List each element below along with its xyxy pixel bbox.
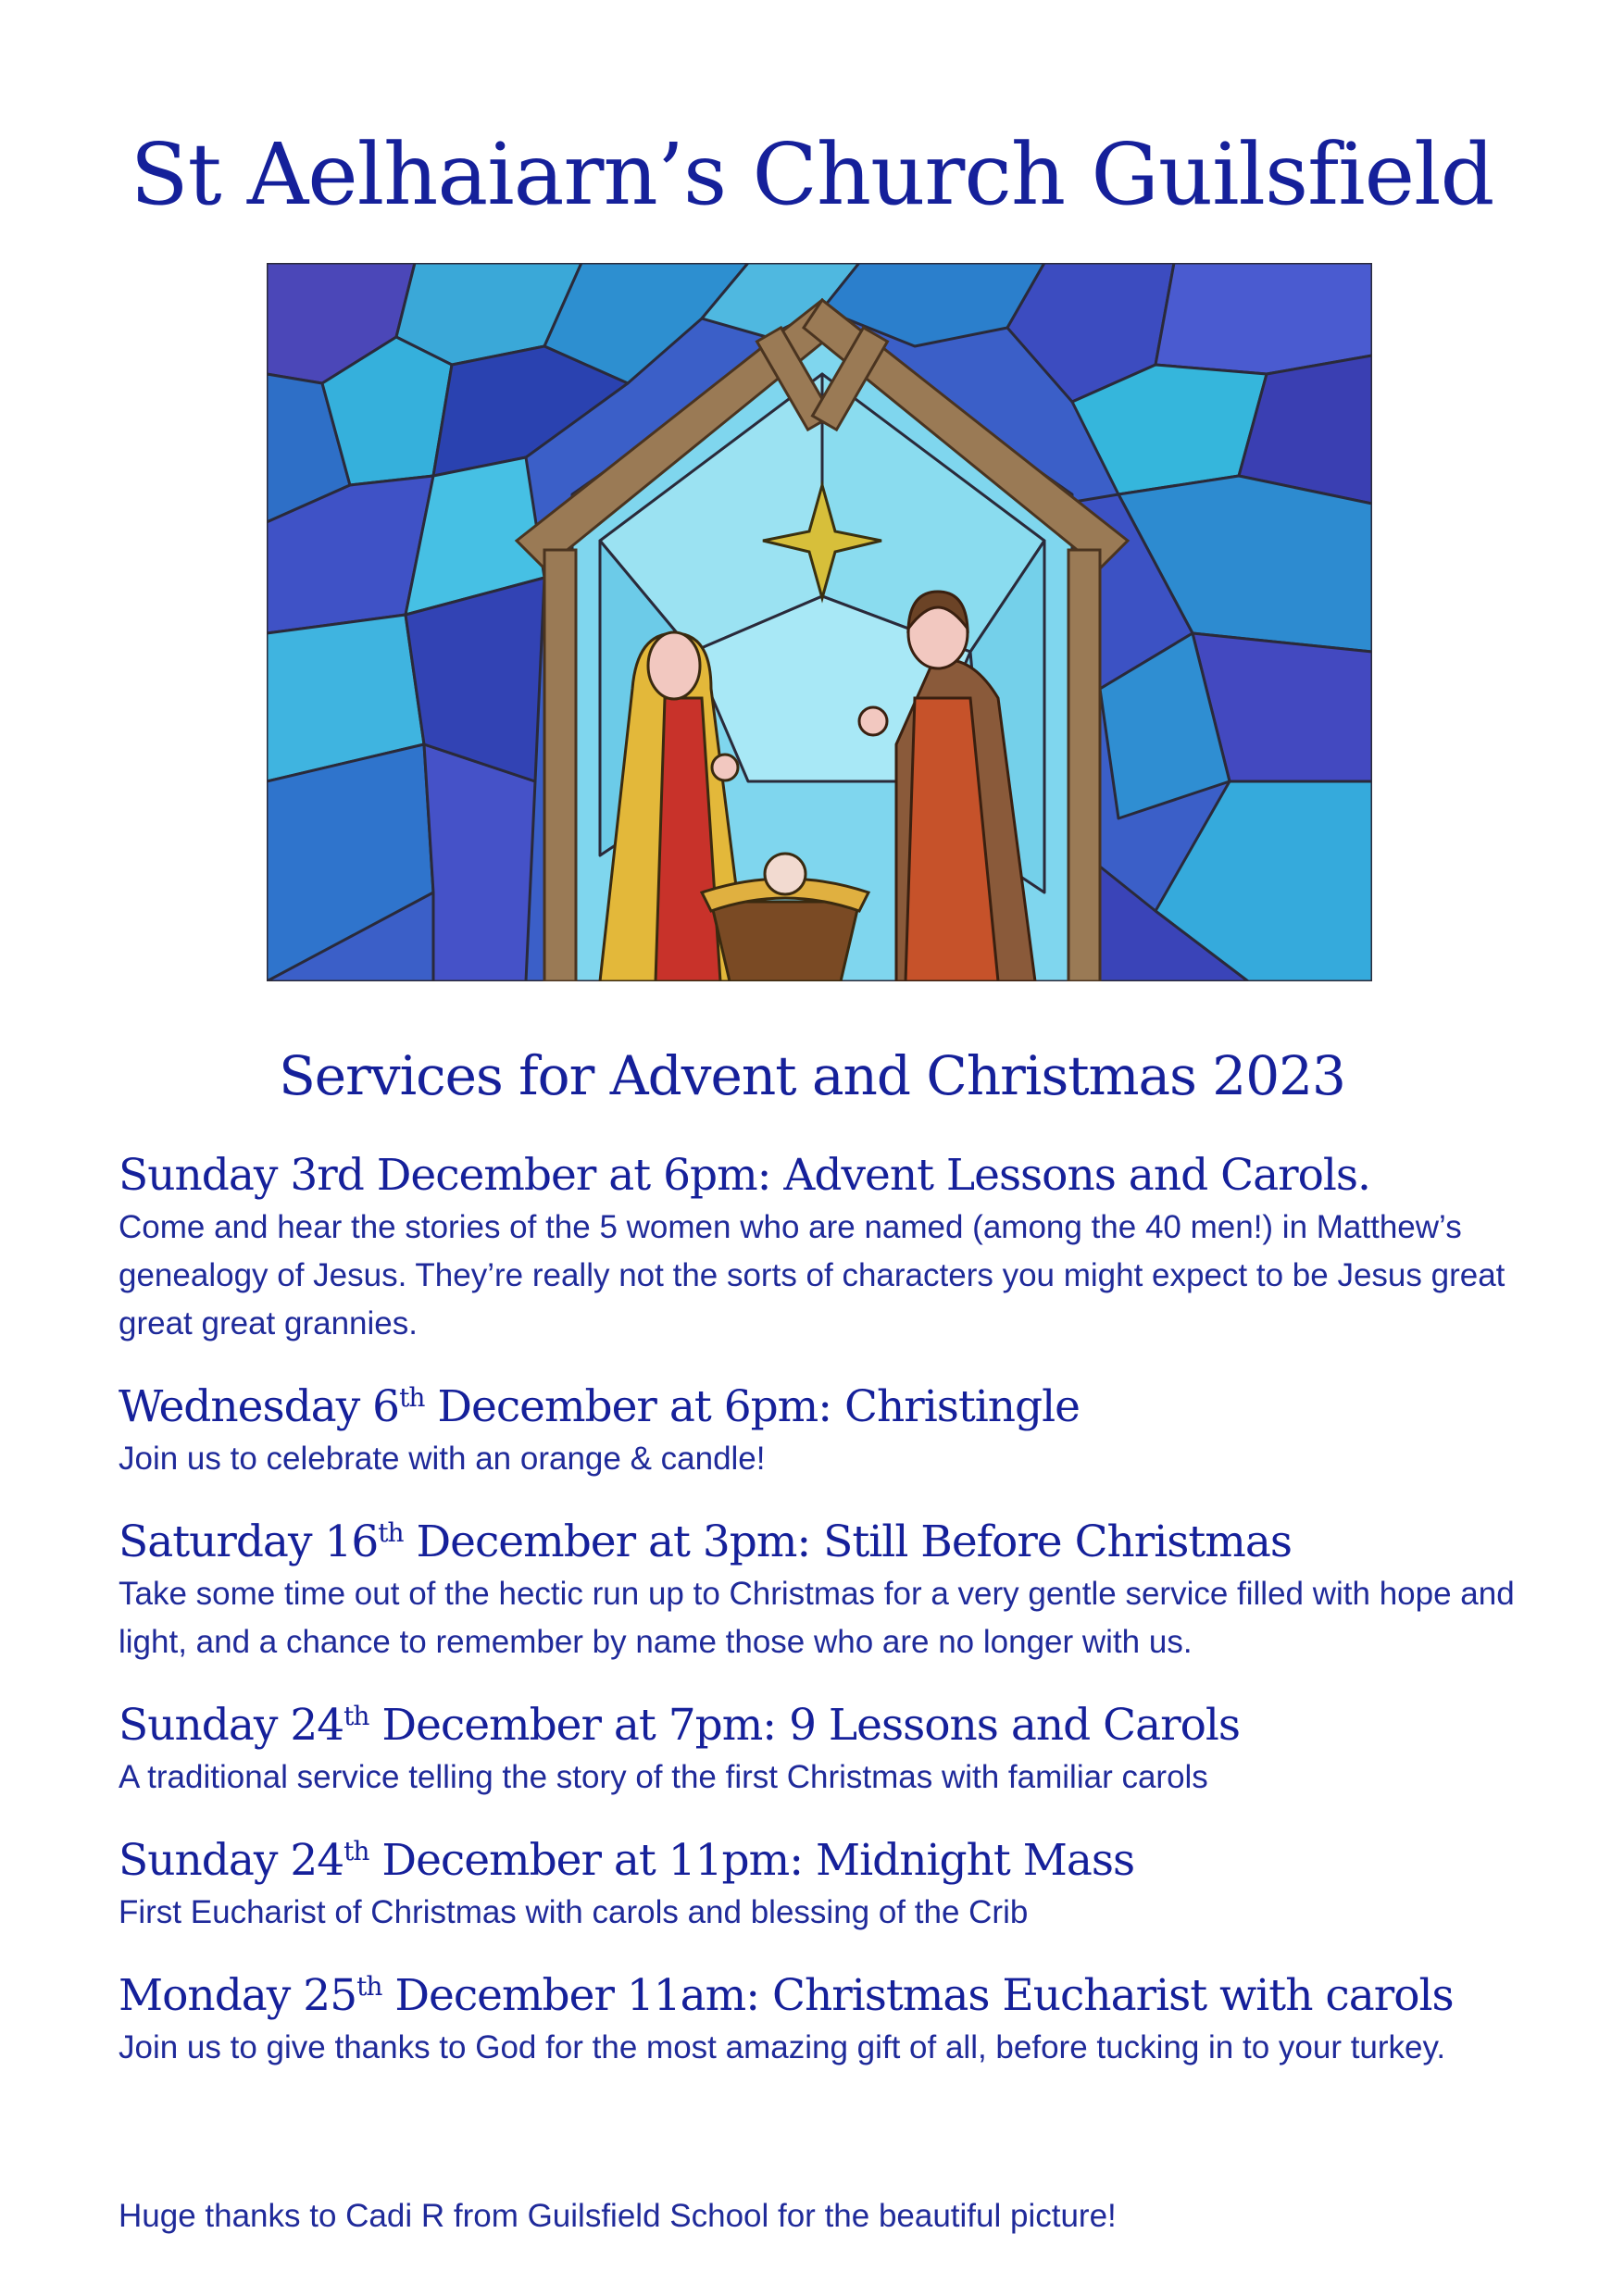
service-title: Monday 25th December 11am: Christmas Eucharist with carols: [119, 1970, 1454, 2021]
service-description: First Eucharist of Christmas with carols and blessing of the Crib: [119, 1894, 1029, 1930]
acknowledgement-text: Huge thanks to Cadi R from Guilsfield School for the beautiful picture!: [119, 2198, 1117, 2234]
service-title: Saturday 16th December at 3pm: Still Before Christmas: [119, 1516, 1293, 1567]
service-description: Join us to celebrate with an orange & candle!: [119, 1441, 766, 1477]
service-title: Sunday 3rd December at 6pm: Advent Lessons and Carols.: [119, 1150, 1370, 1201]
service-item: [119, 1833, 1544, 1937]
page-title: St Aelhaiarn’s Church Guilsfield: [130, 125, 1494, 224]
service-item: [119, 1379, 1544, 1483]
service-description: A traditional service telling the story of the first Christmas with familiar carols: [119, 1759, 1208, 1795]
service-description: Take some time out of the hectic run up to Christmas for a very gentle service filled with hope and light, and a chance to remember by name those who are no longer with us.: [119, 1576, 1515, 1660]
service-title: Wednesday 6th December at 6pm: Christingle: [119, 1381, 1080, 1432]
nativity-stained-glass-picture: [267, 263, 1372, 981]
nativity-illustration: [267, 263, 1372, 981]
service-item: [119, 1698, 1544, 1802]
service-description: Come and hear the stories of the 5 women who are named (among the 40 men!) in Matthew’s genealogy of Jesus. They’re really not the sorts of characters you might expect to be Jesus great great great grannies.: [119, 1209, 1505, 1341]
services-heading: Services for Advent and Christmas 2023: [279, 1044, 1345, 1107]
service-item: [119, 1148, 1544, 1348]
service-item: [119, 1515, 1544, 1666]
service-description: Join us to give thanks to God for the most amazing gift of all, before tucking in to your turkey.: [119, 2029, 1446, 2065]
services-list: [119, 1148, 1544, 2103]
service-title: Sunday 24th December at 7pm: 9 Lessons and Carols: [119, 1700, 1241, 1751]
service-title: Sunday 24th December at 11pm: Midnight Mass: [119, 1835, 1135, 1886]
service-item: [119, 1968, 1544, 2072]
